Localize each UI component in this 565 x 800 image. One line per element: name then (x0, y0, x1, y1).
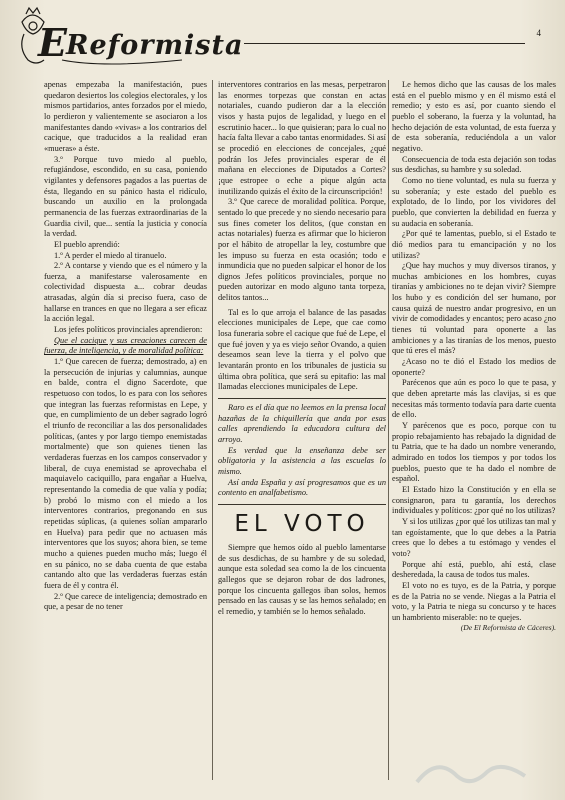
column-divider (212, 80, 213, 780)
paragraph: Tal es lo que arroja el balance de las pasadas elecciones municipales de Lepe, que cae como losa funeraria sobre el cacique que fué de Lepe, el que fué joven y ya es viejo señor Ovando, a quien deseamos sean leve la tierra y el polvo que levantarán pronto en los tribunales de justicia su última obra política, que será su epitafio: las mal llamadas elecciones municipales de Lepe. (218, 307, 386, 392)
column-2 (218, 80, 386, 618)
paragraph: 1.º Que carecen de fuerza; demostrado, a) en la persecución de injurias y calumnias, aunque en balde, contra el digno Sacerdote, que respetuoso con todos, lo es para con los señores que integran las fuerzas reformistas en Lepe, y que, en cumplimiento de un deber sagrado logró el triunfo de reconciliar a las dos personalidades políticas, (antes y por largo tiempo enemistadas mortalmente) que son quienes tienen las verdaderas fuerzas en los campos conservador y liberal, de cuya enemistad se aprovechaba el maquiavelo caciquillo, para engañar a Huelva, representando la comedia de que valía y podía; b) probó lo mismo con el miedo a los interventores contrarios, pregonando en sus repetidas súplicas, (a quienes solían ampararlo en Huelva) para pedir que no actuasen más interventores que los suyos; ahora bien, se teme mucho a quienes pueden mucho más; luego él en su pánico, no se daba cuenta de que estaba cantando alto que las verdaderas fuerzas están fuera de él y contra él. (44, 357, 207, 590)
paragraph: Los jefes políticos provinciales aprendieron: (54, 325, 203, 335)
paragraph: 2.º Que carece de inteligencia; demostrado en que, a pesar de no tener (44, 591, 207, 612)
paragraph: Parécenos que aún es poco lo que te pasa, y que deben apretarte más las clavijas, si es que necesitas más tormento todavía para darte cuenta de ello. (392, 378, 556, 420)
paragraph: apenas empezaba la manifestación, pues quedaron desiertos los colegios electorales, y los mismos partidarios, antes forzados por el miedo, lo perdieron y valientemente se asociaron a los manifestantes dando «vivas» a los contrarios del cacique, que traducidos a la realidad eran «mueras» a éste. (44, 80, 207, 153)
masthead-rule (244, 43, 525, 44)
paragraph: 3.º Que carece de moralidad política. Porque, sentado lo que precede y no siendo necesario para sus fines cometer los delitos, (que constan en actas notariales) fuerza es afirmar que lo hicieron por el hábito de atropellar la ley, costumbre que les impuso su fuerza en esta ocasión; todo e inmundicia que no pueden salpicar el honor de los dignos Jefes políticos provinciales, porque no pueden autorizar en modo alguno tanta torpeza, delitos tantos... (218, 197, 386, 303)
paragraph: Que el cacique y sus creaciones carecen de fuerza, de inteligencia, y de moralidad política: (44, 335, 207, 356)
note-box (218, 403, 386, 499)
svg-text:Reformista: Reformista (66, 30, 244, 61)
signature: (De El Reformista de Cáceres). (460, 623, 556, 633)
divider (218, 398, 386, 399)
paragraph: 1.º A perder el miedo al tiranuelo. (54, 250, 167, 260)
paragraph: ¿Que hay muchos y muy diversos tiranos, y muchas ambiciones en los hombres, cuyas tiranías y ambiciones no te dejan vivir? Siempre los hubo y es condición del ser humano, por causa quizá de nuestro andar progresivo, en un vivir de comodidades y encantos; pero acaso ¿no tienes tú voluntad para oponerte a las ambiciones y a las tiranías de los menos, puesto que tú eres el más? (392, 261, 556, 356)
watermark (411, 752, 531, 792)
paragraph: Raro es el día que no leemos en la prensa local hazañas de la chiquillería que anda por esas calles aprendiendo la educadora cultura del arroyo. (218, 403, 386, 444)
paragraph: Y parécenos que es poco, porque con tu propio rebajamiento has rebajado la dignidad de tu Patria, que te ha dado un nombre venerando, admirado en todos los tiempos y por todos los pueblos, puesto que te ha dado el nombre de español. (392, 421, 556, 484)
svg-text:E: E (38, 20, 67, 65)
masthead-logo (14, 4, 246, 76)
paragraph: Así anda España y así progresamos que es un contento en analfabetismo. (218, 477, 386, 498)
paragraph: Es verdad que la enseñanza debe ser obligatoria y la asistencia a las escuelas lo mismo. (218, 445, 386, 476)
paragraph: Consecuencia de toda esta dejación son todas sus desdichas, su hambre y su soledad. (392, 154, 556, 175)
paragraph: El pueblo aprendió: (54, 239, 120, 249)
paragraph: interventores contrarios en las mesas, perpetraron las enormes torpezas que constan en actas notariales, cuando pudieron dar a la elección visos y hasta pujos de legalidad, y luego en el escrutinio hacer... lo que quisieran; para lo cual no hacía falta llevar a cabo tantas enormidades. Si así se procedió en elecciones de concejales, ¿qué podrán los Jefes provinciales esperar de él mañana en elecciones de Diputados a Cortes? ¡que estropee o eche a pique algún acta inutilizando quizás el éxito de la circunscripción! (218, 80, 386, 196)
paragraph: Como no tiene voluntad, es nula su fuerza y su soberanía; y este estado del pueblo es explotado, de lo lindo, por los vividores del pueblo, que convierten la debilidad en fuerza y su audacia en soberanía. (392, 175, 556, 228)
paragraph: El Estado hizo la Constitución y en ella se consignaron, para tu garantía, los derechos individuales y políticos: ¿por qué no los utilizas? (392, 484, 556, 516)
paragraph: Le hemos dicho que las causas de los males está en el pueblo mismo y en él mismo está el remedio; y esto es así, por cuanto siendo el pueblo el soberano, la fuerza y la voluntad, ha hecho dejación de esta voluntad, de esta fuerza y de esta soberanía, reduciéndola a un valor negativo. (392, 80, 556, 153)
column-divider (388, 80, 389, 780)
paragraph: 3.º Porque tuvo miedo al pueblo, refugiándose, escondido, en su casa, poniendo vigilantes y defensores pagados a las puertas de ésta, llegando en su pánico hasta el ridículo, buscando un auxilio en la prolongada permanencia de las fuerzas extraordinarias de la Guardia civil, que... sentía la justicia y conocía la verdad. (44, 154, 207, 239)
page-number: 4 (536, 28, 541, 38)
masthead (14, 4, 254, 76)
paragraph: Porque ahí está, pueblo, ahí está, clase desheredada, la causa de todos tus males. (392, 559, 556, 580)
divider (218, 504, 386, 505)
paragraph: ¿Acaso no te dió el Estado los medios de oponerte? (392, 357, 556, 377)
column-1 (44, 80, 207, 613)
paragraph: Y si los utilizas ¿por qué los utilizas tan mal y tan egoístamente, que lo que debes a la Patria crees que lo debes a tu estómago y vendes el voto? (392, 516, 556, 558)
paragraph: El voto no es tuyo, es de la Patria, y porque es de la Patria no se vende. Niegas a la Patria el voto, y la Patria te niega su concurso y te haces un hambriento miserable: no te quejes. (392, 580, 556, 622)
article-title: EL VOTO (234, 510, 370, 537)
paragraph: ¿Por qué te lamentas, pueblo, si el Estado te dió medios para tu emancipación y no los utilizas? (392, 229, 556, 260)
paragraph: 2.º A contarse y viendo que es el número y la fuerza, a manifestarse valerosamente en colectividad dispuesta a... cobrar deudas atrasadas, algún día si preciso fuera, caso de hallarse en trances en que no llegara a ser eficaz la acción legal. (44, 261, 207, 324)
column-3 (392, 80, 556, 634)
paragraph: Siempre que hemos oído al pueblo lamentarse de sus desdichas, de su hambre y de su soledad, aunque esta soledad sea como la de los cincuenta gallegos que se dejaron robar de dos ladrones, porque los cincuenta gallegos iban solos, hemos pensado en las causas y se las hemos señalado; en el remedio, y también se lo hemos señalado. (218, 542, 386, 616)
